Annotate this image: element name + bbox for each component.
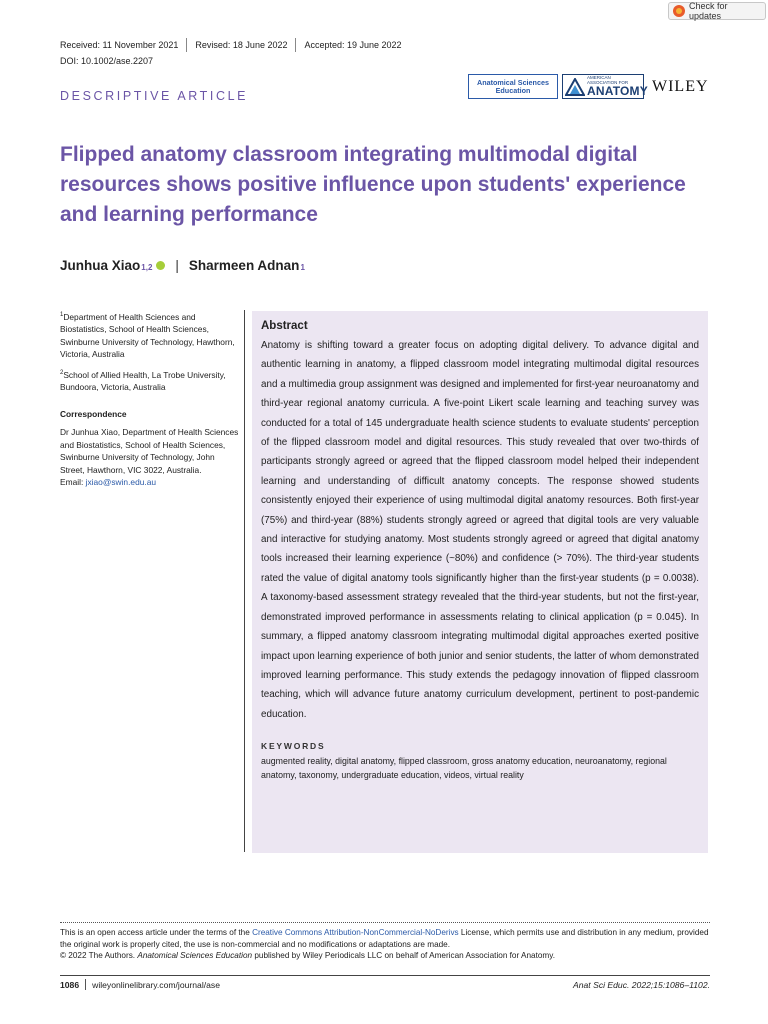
affiliation-sup: 2 [60, 369, 64, 376]
doi: DOI: 10.1002/ase.2207 [60, 56, 154, 66]
license-text-post: License, which permits use and distribution in any medium, provided the original work is properly cited, the use is non-commercial and no modifications or adaptations are made. [60, 928, 709, 949]
author-divider: | [175, 258, 179, 273]
copyright-text: © 2022 The Authors. [60, 951, 136, 960]
copyright-text-post: published by Wiley Periodicals LLC on behalf of American Association for Anatomy. [254, 951, 556, 960]
correspondence-text [60, 426, 240, 489]
crossmark-icon [673, 5, 685, 17]
date-divider [186, 38, 187, 52]
page-footer [60, 979, 710, 990]
article-type: DESCRIPTIVE ARTICLE [60, 89, 249, 103]
date-divider [295, 38, 296, 52]
correspondence-heading: Correspondence [60, 408, 127, 419]
footer-divider-bar [85, 979, 86, 990]
affiliation-2 [60, 367, 240, 394]
aaa-logo-line1: AMERICAN [587, 75, 611, 80]
article-dates [60, 38, 402, 52]
affiliation-text: Department of Health Sciences and Biostatistics, School of Health Sciences, Swinburne University of Technology, Hawthorn, Victoria, Australia [60, 311, 235, 360]
publisher-logos [468, 74, 709, 99]
abstract-heading: Abstract [261, 320, 308, 332]
check-for-updates-button[interactable] [668, 2, 766, 20]
author-list [60, 258, 305, 273]
check-updates-label: Check for updates [689, 1, 728, 21]
ase-journal-logo[interactable] [468, 74, 558, 99]
aaa-logo-line3: ANATOMY [587, 84, 648, 98]
email-link[interactable]: jxiao@swin.edu.au [85, 477, 157, 488]
journal-url[interactable]: wileyonlinelibrary.com/journal/ase [92, 979, 220, 990]
author-affiliation-sup: 1,2 [141, 263, 153, 272]
affiliation-sup: 1 [60, 312, 64, 318]
abstract-text: Anatomy is shifting toward a greater focus on adopting digital delivery. To advance digital and authentic learning in anatomy, a flipped classroom model integrating multimodal digital resources and a multimedia group assignment was designed and implemented for first-year neuroanatomy and third-year regional anatomy curricula. A five-point Likert scale learning and teaching survey was conducted for a total of 145 undergraduate health science students to evaluate students' perception of the flipped classroom model and digital resources. This study revealed that over two-thirds of participants strongly agreed or agreed that the flipped classroom model helped their independent learning and understanding of difficult anatomy concepts. The response showed students consistently enjoyed their experience of using multimodal digital anatomy resources. Both first-year (75%) and third-year (88%) students strongly agreed or agreed that digital tools are very valuable and interactive for studying anatomy. Most students strongly agreed or agreed that digital anatomy tools increased their learning experience (~80%) and confidence (> 70%). The third-year students rated the value of digital anatomy tools significantly higher than the first-year students (p = 0.0038). A taxonomy-based assessment strategy revealed that the third-year students, but not the first-year, demonstrated improved performance in assessments relating to clinical application (p = 0.045). In summary, a flipped anatomy classroom integrating multimodal digital approaches exerted positive impact upon learning experience of both junior and senior students, the latter of whom demonstrated improved learning performance. This study extends the pedagogy innovation of flipped classroom teaching, which will advance future anatomy curriculum development, pertinent to post-pandemic education. [261, 340, 699, 720]
author-affiliation-sup: 1 [300, 263, 305, 272]
affiliation-text: School of Allied Health, La Trobe University, Bundoora, Victoria, Australia [60, 369, 226, 393]
affiliations [60, 309, 240, 495]
aaa-logo-line2: ASSOCIATION FOR [587, 79, 629, 85]
column-divider [244, 310, 245, 852]
aaa-logo[interactable] [562, 74, 648, 99]
page-footer-rule [60, 975, 710, 976]
ase-logo-line1: Anatomical Sciences [477, 77, 549, 87]
page-number: 1086 [60, 979, 80, 990]
keywords-text: augmented reality, digital anatomy, flipped classroom, gross anatomy education, neuroanatomy, regional anatomy, taxonomy, undergraduate education, videos, virtual reality [261, 756, 667, 780]
author-name[interactable]: Junhua Xiao [60, 258, 141, 273]
article-title: Flipped anatomy classroom integrating multimodal digital resources shows positive influence upon students' experience and learning performance [60, 143, 686, 226]
aaa-mark-icon [565, 78, 585, 96]
orcid-icon[interactable] [156, 261, 165, 270]
copyright-journal: Anatomical Sciences Education [137, 951, 253, 960]
revised-date: Revised: 18 June 2022 [195, 40, 288, 50]
email-label: Email: [60, 477, 84, 488]
author-name[interactable]: Sharmeen Adnan [188, 258, 300, 273]
correspondence-address: Dr Junhua Xiao, Department of Health Sciences and Biostatistics, School of Health Sciences, Swinburne University of Technology, John Street, Hawthorn, VIC 3022, Australia. [60, 427, 239, 475]
license-notice [60, 927, 710, 962]
abstract-box [252, 311, 708, 853]
wiley-logo[interactable]: WILEY [652, 77, 709, 95]
license-text-pre: This is an open access article under the terms of the [60, 928, 250, 937]
citation: Anat Sci Educ. 2022;15:1086–1102. [573, 979, 710, 990]
received-date: Received: 11 November 2021 [60, 40, 179, 50]
license-link[interactable]: Creative Commons Attribution-NonCommercial-NoDerivs [252, 928, 459, 937]
keywords-heading: KEYWORDS [261, 741, 326, 752]
ase-logo-line2: Education [495, 85, 531, 95]
accepted-date: Accepted: 19 June 2022 [304, 40, 402, 50]
affiliation-1 [60, 309, 240, 361]
footer-divider [60, 922, 710, 923]
